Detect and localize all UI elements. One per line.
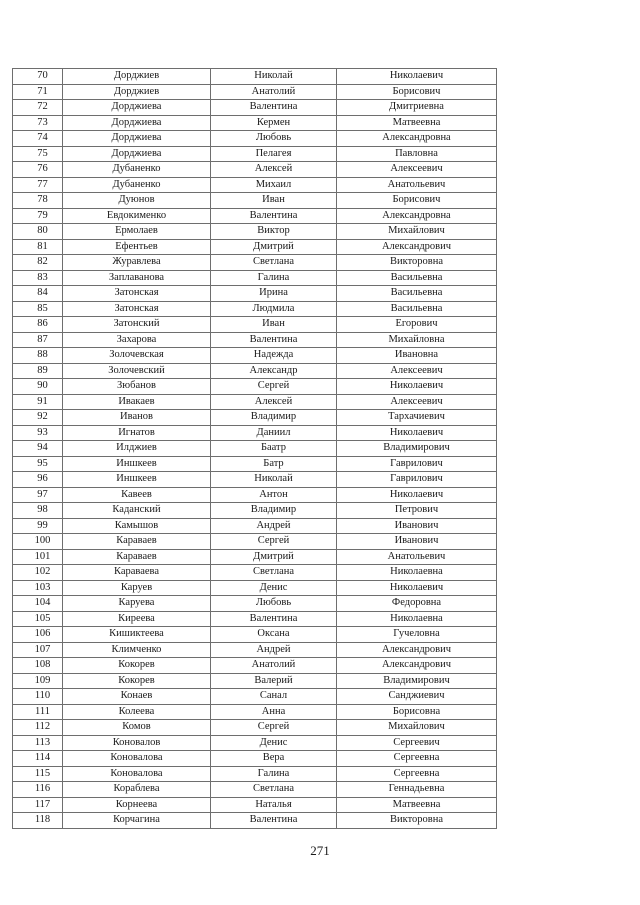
row-number-cell: 112 — [13, 720, 63, 736]
patronymic-cell: Сергеевич — [337, 735, 497, 751]
first-name-cell: Даниил — [211, 425, 337, 441]
row-number-cell: 108 — [13, 658, 63, 674]
table-row — [13, 100, 497, 116]
table-row — [13, 441, 497, 457]
first-name-cell: Иван — [211, 193, 337, 209]
surname-cell: Кокорев — [63, 658, 211, 674]
patronymic-cell: Санджиевич — [337, 689, 497, 705]
first-name-cell: Антон — [211, 487, 337, 503]
row-number-cell: 78 — [13, 193, 63, 209]
table-row — [13, 518, 497, 534]
row-number-cell: 113 — [13, 735, 63, 751]
row-number-cell: 90 — [13, 379, 63, 395]
patronymic-cell: Алексеевич — [337, 363, 497, 379]
surname-cell: Корнеева — [63, 797, 211, 813]
row-number-cell: 114 — [13, 751, 63, 767]
row-number-cell: 110 — [13, 689, 63, 705]
patronymic-cell: Матвеевна — [337, 797, 497, 813]
row-number-cell: 80 — [13, 224, 63, 240]
table-row — [13, 69, 497, 85]
first-name-cell: Денис — [211, 735, 337, 751]
first-name-cell: Николай — [211, 69, 337, 85]
first-name-cell: Анна — [211, 704, 337, 720]
patronymic-cell: Тархачиевич — [337, 410, 497, 426]
patronymic-cell: Васильевна — [337, 286, 497, 302]
patronymic-cell: Борисович — [337, 84, 497, 100]
first-name-cell: Любовь — [211, 596, 337, 612]
surname-cell: Золочевская — [63, 348, 211, 364]
first-name-cell: Валентина — [211, 100, 337, 116]
first-name-cell: Александр — [211, 363, 337, 379]
table-row — [13, 766, 497, 782]
surname-cell: Дорджиева — [63, 131, 211, 147]
surname-cell: Золочевский — [63, 363, 211, 379]
first-name-cell: Валентина — [211, 611, 337, 627]
row-number-cell: 87 — [13, 332, 63, 348]
table-row — [13, 549, 497, 565]
surname-cell: Иванов — [63, 410, 211, 426]
surname-cell: Корчагина — [63, 813, 211, 829]
patronymic-cell: Викторовна — [337, 813, 497, 829]
first-name-cell: Валерий — [211, 673, 337, 689]
patronymic-cell: Егорович — [337, 317, 497, 333]
table-row — [13, 611, 497, 627]
names-table — [12, 68, 497, 829]
row-number-cell: 103 — [13, 580, 63, 596]
row-number-cell: 116 — [13, 782, 63, 798]
first-name-cell: Андрей — [211, 518, 337, 534]
surname-cell: Затонская — [63, 286, 211, 302]
table-row — [13, 379, 497, 395]
first-name-cell: Галина — [211, 270, 337, 286]
surname-cell: Заплаванова — [63, 270, 211, 286]
table-row — [13, 255, 497, 271]
patronymic-cell: Николаевич — [337, 487, 497, 503]
patronymic-cell: Александрович — [337, 239, 497, 255]
table-row — [13, 332, 497, 348]
table-row — [13, 270, 497, 286]
table-row — [13, 363, 497, 379]
patronymic-cell: Анатольевич — [337, 549, 497, 565]
surname-cell: Коновалов — [63, 735, 211, 751]
surname-cell: Дорджиева — [63, 146, 211, 162]
surname-cell: Иншкеев — [63, 456, 211, 472]
surname-cell: Караваев — [63, 549, 211, 565]
first-name-cell: Анатолий — [211, 84, 337, 100]
first-name-cell: Владимир — [211, 503, 337, 519]
row-number-cell: 86 — [13, 317, 63, 333]
row-number-cell: 83 — [13, 270, 63, 286]
table-row — [13, 673, 497, 689]
patronymic-cell: Николаевич — [337, 580, 497, 596]
first-name-cell: Сергей — [211, 720, 337, 736]
row-number-cell: 97 — [13, 487, 63, 503]
surname-cell: Зюбанов — [63, 379, 211, 395]
first-name-cell: Сергей — [211, 534, 337, 550]
patronymic-cell: Николаевич — [337, 69, 497, 85]
table-row — [13, 813, 497, 829]
row-number-cell: 79 — [13, 208, 63, 224]
table-row — [13, 131, 497, 147]
patronymic-cell: Гаврилович — [337, 472, 497, 488]
row-number-cell: 111 — [13, 704, 63, 720]
table-row — [13, 472, 497, 488]
table-row — [13, 208, 497, 224]
row-number-cell: 88 — [13, 348, 63, 364]
first-name-cell: Светлана — [211, 782, 337, 798]
row-number-cell: 85 — [13, 301, 63, 317]
surname-cell: Колеева — [63, 704, 211, 720]
row-number-cell: 77 — [13, 177, 63, 193]
surname-cell: Комов — [63, 720, 211, 736]
row-number-cell: 100 — [13, 534, 63, 550]
row-number-cell: 76 — [13, 162, 63, 178]
patronymic-cell: Александровна — [337, 208, 497, 224]
table-row — [13, 534, 497, 550]
row-number-cell: 117 — [13, 797, 63, 813]
row-number-cell: 82 — [13, 255, 63, 271]
table-row — [13, 797, 497, 813]
table-row — [13, 84, 497, 100]
patronymic-cell: Анатольевич — [337, 177, 497, 193]
row-number-cell: 102 — [13, 565, 63, 581]
surname-cell: Иншкеев — [63, 472, 211, 488]
patronymic-cell: Иванович — [337, 534, 497, 550]
table-row — [13, 425, 497, 441]
table-row — [13, 162, 497, 178]
patronymic-cell: Владимирович — [337, 673, 497, 689]
surname-cell: Конаев — [63, 689, 211, 705]
row-number-cell: 96 — [13, 472, 63, 488]
first-name-cell: Пелагея — [211, 146, 337, 162]
row-number-cell: 93 — [13, 425, 63, 441]
patronymic-cell: Владимирович — [337, 441, 497, 457]
surname-cell: Дорджиева — [63, 115, 211, 131]
patronymic-cell: Михайлович — [337, 720, 497, 736]
table-row — [13, 115, 497, 131]
first-name-cell: Анатолий — [211, 658, 337, 674]
table-row — [13, 751, 497, 767]
row-number-cell: 101 — [13, 549, 63, 565]
row-number-cell: 71 — [13, 84, 63, 100]
patronymic-cell: Михайлович — [337, 224, 497, 240]
page-number: 271 — [310, 843, 330, 858]
row-number-cell: 92 — [13, 410, 63, 426]
surname-cell: Кораблева — [63, 782, 211, 798]
surname-cell: Дубаненко — [63, 162, 211, 178]
row-number-cell: 98 — [13, 503, 63, 519]
surname-cell: Журавлева — [63, 255, 211, 271]
patronymic-cell: Алексеевич — [337, 394, 497, 410]
surname-cell: Дуюнов — [63, 193, 211, 209]
row-number-cell: 105 — [13, 611, 63, 627]
row-number-cell: 70 — [13, 69, 63, 85]
surname-cell: Караваев — [63, 534, 211, 550]
patronymic-cell: Матвеевна — [337, 115, 497, 131]
table-row — [13, 317, 497, 333]
surname-cell: Каруев — [63, 580, 211, 596]
table-row — [13, 658, 497, 674]
row-number-cell: 74 — [13, 131, 63, 147]
first-name-cell: Оксана — [211, 627, 337, 643]
patronymic-cell: Васильевна — [337, 270, 497, 286]
first-name-cell: Алексей — [211, 394, 337, 410]
surname-cell: Ивакаев — [63, 394, 211, 410]
surname-cell: Затонский — [63, 317, 211, 333]
surname-cell: Климченко — [63, 642, 211, 658]
first-name-cell: Светлана — [211, 255, 337, 271]
table-row — [13, 596, 497, 612]
first-name-cell: Владимир — [211, 410, 337, 426]
first-name-cell: Иван — [211, 317, 337, 333]
table-row — [13, 286, 497, 302]
table-row — [13, 239, 497, 255]
surname-cell: Захарова — [63, 332, 211, 348]
patronymic-cell: Николаевна — [337, 565, 497, 581]
patronymic-cell: Александрович — [337, 658, 497, 674]
row-number-cell: 73 — [13, 115, 63, 131]
first-name-cell: Ирина — [211, 286, 337, 302]
first-name-cell: Вера — [211, 751, 337, 767]
patronymic-cell: Борисовна — [337, 704, 497, 720]
first-name-cell: Любовь — [211, 131, 337, 147]
patronymic-cell: Петрович — [337, 503, 497, 519]
first-name-cell: Сергей — [211, 379, 337, 395]
patronymic-cell: Николаевич — [337, 425, 497, 441]
table-row — [13, 410, 497, 426]
surname-cell: Дорджиев — [63, 84, 211, 100]
first-name-cell: Светлана — [211, 565, 337, 581]
first-name-cell: Надежда — [211, 348, 337, 364]
surname-cell: Дорджиев — [63, 69, 211, 85]
row-number-cell: 81 — [13, 239, 63, 255]
row-number-cell: 95 — [13, 456, 63, 472]
first-name-cell: Наталья — [211, 797, 337, 813]
surname-cell: Каруева — [63, 596, 211, 612]
row-number-cell: 118 — [13, 813, 63, 829]
first-name-cell: Алексей — [211, 162, 337, 178]
table-row — [13, 487, 497, 503]
first-name-cell: Батр — [211, 456, 337, 472]
first-name-cell: Виктор — [211, 224, 337, 240]
first-name-cell: Дмитрий — [211, 549, 337, 565]
first-name-cell: Валентина — [211, 208, 337, 224]
first-name-cell: Баатр — [211, 441, 337, 457]
surname-cell: Дорджиева — [63, 100, 211, 116]
row-number-cell: 89 — [13, 363, 63, 379]
patronymic-cell: Гаврилович — [337, 456, 497, 472]
patronymic-cell: Павловна — [337, 146, 497, 162]
row-number-cell: 115 — [13, 766, 63, 782]
surname-cell: Каданский — [63, 503, 211, 519]
names-table-body — [13, 69, 497, 829]
row-number-cell: 99 — [13, 518, 63, 534]
row-number-cell: 104 — [13, 596, 63, 612]
table-row — [13, 720, 497, 736]
patronymic-cell: Николаевич — [337, 379, 497, 395]
first-name-cell: Кермен — [211, 115, 337, 131]
surname-cell: Караваева — [63, 565, 211, 581]
patronymic-cell: Борисович — [337, 193, 497, 209]
surname-cell: Камышов — [63, 518, 211, 534]
first-name-cell: Санал — [211, 689, 337, 705]
row-number-cell: 75 — [13, 146, 63, 162]
patronymic-cell: Александровна — [337, 131, 497, 147]
patronymic-cell: Васильевна — [337, 301, 497, 317]
surname-cell: Коновалова — [63, 751, 211, 767]
patronymic-cell: Михайловна — [337, 332, 497, 348]
row-number-cell: 94 — [13, 441, 63, 457]
patronymic-cell: Гучеловна — [337, 627, 497, 643]
patronymic-cell: Иванович — [337, 518, 497, 534]
surname-cell: Илджиев — [63, 441, 211, 457]
row-number-cell: 107 — [13, 642, 63, 658]
surname-cell: Игнатов — [63, 425, 211, 441]
patronymic-cell: Федоровна — [337, 596, 497, 612]
surname-cell: Дубаненко — [63, 177, 211, 193]
table-row — [13, 394, 497, 410]
first-name-cell: Михаил — [211, 177, 337, 193]
patronymic-cell: Александрович — [337, 642, 497, 658]
surname-cell: Ермолаев — [63, 224, 211, 240]
surname-cell: Евдокименко — [63, 208, 211, 224]
table-row — [13, 689, 497, 705]
first-name-cell: Андрей — [211, 642, 337, 658]
patronymic-cell: Геннадьевна — [337, 782, 497, 798]
table-row — [13, 735, 497, 751]
patronymic-cell: Викторовна — [337, 255, 497, 271]
table-row — [13, 580, 497, 596]
surname-cell: Кишиктеева — [63, 627, 211, 643]
first-name-cell: Валентина — [211, 813, 337, 829]
table-row — [13, 301, 497, 317]
patronymic-cell: Ивановна — [337, 348, 497, 364]
patronymic-cell: Сергеевна — [337, 751, 497, 767]
surname-cell: Затонская — [63, 301, 211, 317]
table-row — [13, 503, 497, 519]
table-row — [13, 642, 497, 658]
first-name-cell: Валентина — [211, 332, 337, 348]
row-number-cell: 106 — [13, 627, 63, 643]
row-number-cell: 109 — [13, 673, 63, 689]
row-number-cell: 72 — [13, 100, 63, 116]
table-row — [13, 146, 497, 162]
first-name-cell: Людмила — [211, 301, 337, 317]
first-name-cell: Денис — [211, 580, 337, 596]
table-row — [13, 348, 497, 364]
table-row — [13, 565, 497, 581]
first-name-cell: Галина — [211, 766, 337, 782]
row-number-cell: 84 — [13, 286, 63, 302]
table-row — [13, 177, 497, 193]
table-row — [13, 782, 497, 798]
surname-cell: Кокорев — [63, 673, 211, 689]
patronymic-cell: Дмитриевна — [337, 100, 497, 116]
surname-cell: Кавеев — [63, 487, 211, 503]
table-row — [13, 193, 497, 209]
table-row — [13, 627, 497, 643]
first-name-cell: Дмитрий — [211, 239, 337, 255]
row-number-cell: 91 — [13, 394, 63, 410]
surname-cell: Коновалова — [63, 766, 211, 782]
table-row — [13, 704, 497, 720]
table-row — [13, 224, 497, 240]
first-name-cell: Николай — [211, 472, 337, 488]
surname-cell: Киреева — [63, 611, 211, 627]
patronymic-cell: Алексеевич — [337, 162, 497, 178]
patronymic-cell: Сергеевна — [337, 766, 497, 782]
patronymic-cell: Николаевна — [337, 611, 497, 627]
surname-cell: Ефентьев — [63, 239, 211, 255]
table-row — [13, 456, 497, 472]
